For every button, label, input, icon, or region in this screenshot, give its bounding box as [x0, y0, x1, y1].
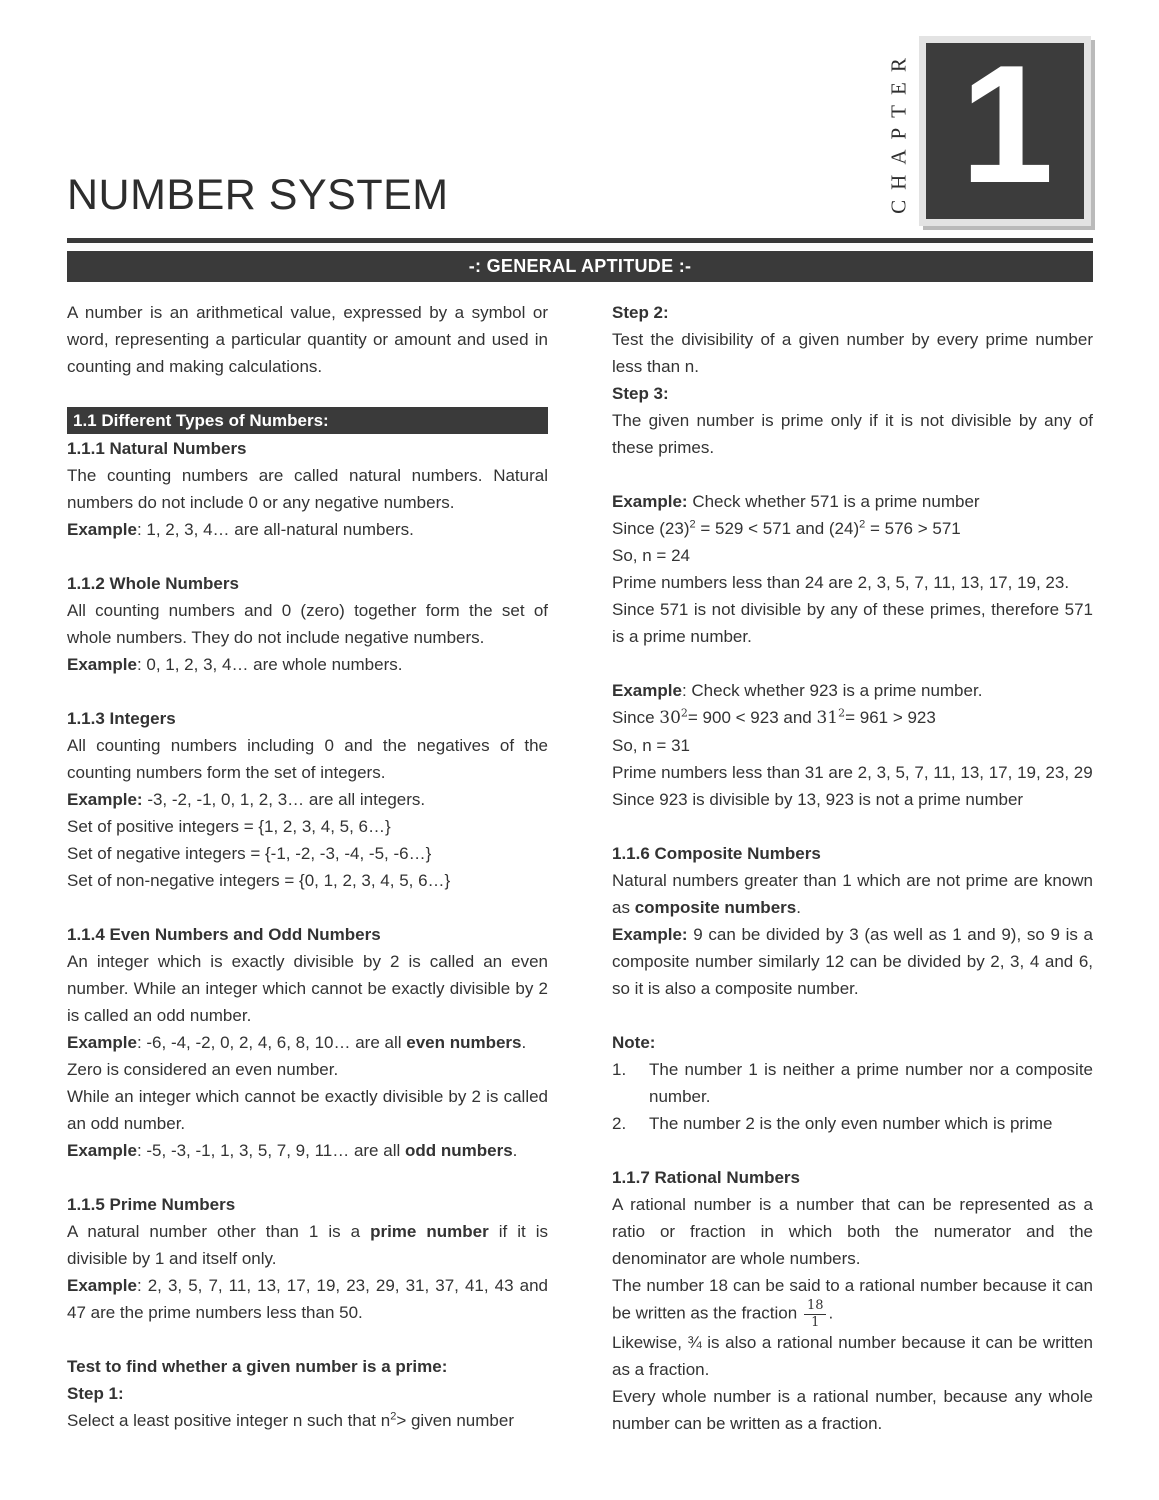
- text-run: 1.1.4 Even Numbers and Odd Numbers: [67, 925, 381, 944]
- chapter-label: CHAPTER: [886, 48, 911, 214]
- paragraph: [67, 516, 548, 543]
- subsection-heading: [67, 435, 548, 462]
- text-run: All counting numbers and 0 (zero) together form the set of whole numbers. They do not include negative numbers.: [67, 601, 548, 647]
- text-run: 1.1.3 Integers: [67, 709, 176, 728]
- text-run: 1.1.7 Rational Numbers: [612, 1168, 801, 1187]
- text-run: > given number: [396, 1411, 514, 1430]
- text-run: .: [796, 898, 801, 917]
- text-run: Example: [67, 1276, 137, 1295]
- text-run: Likewise, ¾ is also a rational number because it can be written as a fraction.: [612, 1333, 1093, 1380]
- text-run: Test the divisibility of a given number by every prime number less than n.: [612, 330, 1093, 376]
- section-heading-bar: [67, 407, 548, 434]
- text-run: Natural numbers greater than 1 which are not prime are known as: [612, 871, 1093, 917]
- paragraph: [612, 704, 1093, 732]
- paragraph: [612, 1329, 1093, 1383]
- text-run: : Check whether 923 is a prime number.: [681, 681, 983, 700]
- text-run: Test to find whether a given number is a prime:: [67, 1357, 448, 1376]
- note-list-item: [612, 1056, 1093, 1110]
- text-run: All counting numbers including 0 and the negatives of the counting numbers form the set of integers.: [67, 736, 548, 782]
- subsection-heading: [67, 1380, 548, 1407]
- vertical-gap: [67, 894, 548, 921]
- text-run: .: [512, 1141, 518, 1160]
- text-run: Select a least positive integer n such that n: [67, 1411, 391, 1430]
- vertical-gap: [612, 650, 1093, 677]
- text-run: So, n = 31: [612, 736, 690, 755]
- paragraph: [612, 1383, 1093, 1437]
- paragraph: [612, 921, 1093, 1002]
- paragraph: [612, 407, 1093, 461]
- paragraph: [612, 326, 1093, 380]
- text-run: Example: [67, 655, 137, 674]
- vertical-gap: [67, 543, 548, 570]
- text-run: : -5, -3, -1, 1, 3, 5, 7, 9, 11… are all: [136, 1141, 405, 1160]
- fraction-numerator: 18: [804, 1299, 827, 1315]
- subsection-heading: [67, 1353, 548, 1380]
- paragraph: [67, 948, 548, 1029]
- paragraph: [67, 462, 548, 516]
- paragraph: [612, 569, 1093, 596]
- left-column: [67, 299, 548, 1437]
- text-run: = 961 > 923: [845, 708, 936, 727]
- vertical-gap: [67, 1326, 548, 1353]
- text-run: 1.1.2 Whole Numbers: [67, 574, 239, 593]
- vertical-gap: [612, 1137, 1093, 1164]
- vertical-gap: [612, 1002, 1093, 1029]
- text-run: .: [521, 1033, 527, 1052]
- text-run: Prime numbers less than 24 are 2, 3, 5, 7, 11, 13, 17, 19, 23.: [612, 573, 1070, 592]
- text-run: An integer which is exactly divisible by 2 is called an even number. While an integer which cannot be exactly divisible by 2 is called an odd number.: [67, 952, 548, 1025]
- text-run: Since 923 is divisible by 13, 923 is not a prime number: [612, 790, 1024, 809]
- text-run: So, n = 24: [612, 546, 690, 565]
- text-run: The counting numbers are called natural numbers. Natural numbers do not include 0 or any negative numbers.: [67, 466, 548, 512]
- text-run: = 900 < 923 and: [687, 708, 817, 727]
- subsection-heading: [67, 570, 548, 597]
- text-run: Example: [612, 681, 682, 700]
- text-run: : -6, -4, -2, 0, 2, 4, 6, 8, 10… are all: [136, 1033, 407, 1052]
- text-run: : 1, 2, 3, 4… are all-natural numbers.: [136, 520, 414, 539]
- text-run: Set of negative integers = {-1, -2, -3, -4, -5, -6…}: [67, 844, 432, 863]
- paragraph: [67, 813, 548, 840]
- text-run: 2: [859, 518, 866, 531]
- text-run: A number is an arithmetical value, expressed by a symbol or word, representing a particular quantity or amount and used in counting and making calculations.: [67, 303, 548, 376]
- subsection-heading: [612, 1029, 1093, 1056]
- text-run: Set of non-negative integers = {0, 1, 2, 3, 4, 5, 6…}: [67, 871, 451, 890]
- paragraph: [612, 596, 1093, 650]
- text-run: Step 3:: [612, 384, 669, 403]
- text-run: if it is divisible by 1 and itself only.: [67, 1222, 549, 1268]
- text-run: composite numbers: [634, 898, 797, 917]
- text-run: Example:: [612, 925, 688, 944]
- subsection-heading: [612, 1164, 1093, 1191]
- text-run: 2: [689, 518, 696, 531]
- inline-fraction: [802, 1299, 829, 1329]
- text-run: Every whole number is a rational number, because any whole number can be written as a fraction.: [612, 1387, 1093, 1434]
- text-run: odd numbers: [404, 1141, 513, 1160]
- paragraph: [612, 488, 1093, 515]
- paragraph: [612, 515, 1093, 542]
- paragraph: [67, 732, 548, 786]
- chapter-number: 1: [960, 30, 1050, 218]
- text-run: The number 2 is the only even number which is prime: [649, 1114, 1053, 1133]
- vertical-gap: [67, 1164, 548, 1191]
- text-run: -3, -2, -1, 0, 1, 2, 3… are all integers.: [142, 790, 426, 809]
- text-run: : 2, 3, 5, 7, 11, 13, 17, 19, 23, 29, 31, 37, 41, 43 and 47 are the prime numbers less than 50.: [67, 1276, 548, 1322]
- subsection-heading: [67, 705, 548, 732]
- paragraph: [67, 1083, 548, 1137]
- text-run: 30: [659, 708, 681, 728]
- general-aptitude-banner: -: GENERAL APTITUDE :-: [67, 251, 1093, 282]
- text-run: Prime numbers less than 31 are 2, 3, 5, 7, 11, 13, 17, 19, 23, 29: [612, 763, 1093, 782]
- list-number: 1.: [612, 1060, 627, 1079]
- paragraph: [612, 732, 1093, 759]
- paragraph: [67, 840, 548, 867]
- subsection-heading: [67, 921, 548, 948]
- list-number: 2.: [612, 1114, 627, 1133]
- text-run: 1.1.1 Natural Numbers: [67, 439, 247, 458]
- paragraph: [67, 1137, 548, 1164]
- text-run: 2: [838, 706, 846, 720]
- text-run: Since 571 is not divisible by any of these primes, therefore 571 is a prime number.: [612, 600, 1093, 646]
- page-title: NUMBER SYSTEM: [67, 171, 449, 219]
- right-column: [612, 299, 1093, 1437]
- text-run: Example: [67, 1141, 137, 1160]
- text-run: Example: [67, 520, 137, 539]
- text-run: Example:: [612, 492, 688, 511]
- text-run: 1.1 Different Types of Numbers:: [73, 411, 329, 430]
- paragraph: [67, 299, 548, 380]
- vertical-gap: [612, 461, 1093, 488]
- page-header: [67, 0, 1093, 238]
- text-run: While an integer which cannot be exactly divisible by 2 is called an odd number.: [67, 1087, 548, 1133]
- paragraph: [612, 1191, 1093, 1272]
- text-run: A natural number other than 1 is a: [67, 1222, 371, 1241]
- paragraph: [612, 677, 1093, 704]
- horizontal-rule: [67, 238, 1093, 243]
- subsection-heading: [612, 299, 1093, 326]
- text-run: : 0, 1, 2, 3, 4… are whole numbers.: [136, 655, 403, 674]
- paragraph: [67, 1407, 548, 1434]
- text-run: = 576 > 571: [865, 519, 961, 538]
- chapter-badge: [879, 30, 1091, 226]
- text-run: 9 can be divided by 3 (as well as 1 and 9), so 9 is a composite number similarly 12 can be divided by 2, 3, 4 and 6, so it is also a composite number.: [612, 925, 1093, 998]
- paragraph: [612, 759, 1093, 786]
- list-item-text: [649, 1110, 1093, 1137]
- note-list: [612, 1056, 1093, 1137]
- text-run: even numbers: [406, 1033, 522, 1052]
- text-run: 2: [680, 706, 688, 720]
- text-run: 1.1.5 Prime Numbers: [67, 1195, 236, 1214]
- text-run: 2: [390, 1410, 397, 1423]
- chapter-label-wrap: [879, 36, 919, 226]
- text-run: = 529 < 571 and (24): [695, 519, 860, 538]
- paragraph: [67, 1029, 548, 1056]
- paragraph: [67, 786, 548, 813]
- text-run: Note:: [612, 1033, 656, 1052]
- paragraph: [67, 1272, 548, 1326]
- text-run: The number 1 is neither a prime number nor a composite number.: [649, 1060, 1093, 1106]
- text-run: Step 2:: [612, 303, 669, 322]
- subsection-heading: [67, 1191, 548, 1218]
- paragraph: [612, 542, 1093, 569]
- paragraph: [67, 867, 548, 894]
- text-run: 1.1.6 Composite Numbers: [612, 844, 821, 863]
- paragraph: [67, 1056, 548, 1083]
- text-run: Step 1:: [67, 1384, 124, 1403]
- text-run: Since (23): [612, 519, 690, 538]
- vertical-gap: [612, 813, 1093, 840]
- list-item-text: [649, 1056, 1093, 1110]
- chapter-number-box: [919, 30, 1091, 226]
- vertical-gap: [67, 380, 548, 407]
- text-run: Example: [67, 1033, 137, 1052]
- text-run: .: [828, 1303, 834, 1323]
- subsection-heading: [612, 380, 1093, 407]
- text-run: Example:: [67, 790, 143, 809]
- text-run: A rational number is a number that can be represented as a ratio or fraction in which both the numerator and the denominator are whole numbers.: [612, 1195, 1093, 1268]
- text-run: The given number is prime only if it is not divisible by any of these primes.: [612, 411, 1093, 457]
- paragraph: [612, 867, 1093, 921]
- vertical-gap: [67, 678, 548, 705]
- text-run: prime number: [370, 1222, 489, 1241]
- text-run: Set of positive integers = {1, 2, 3, 4, 5, 6…}: [67, 817, 391, 836]
- text-run: Zero is considered an even number.: [67, 1060, 339, 1079]
- fraction-denominator: 1: [811, 1314, 820, 1330]
- text-run: Since: [612, 708, 660, 727]
- two-column-body: [67, 299, 1093, 1437]
- paragraph: [612, 1272, 1093, 1329]
- paragraph: [67, 1218, 548, 1272]
- paragraph: [67, 597, 548, 651]
- subsection-heading: [612, 840, 1093, 867]
- note-list-item: [612, 1110, 1093, 1137]
- paragraph: [612, 786, 1093, 813]
- paragraph: [67, 651, 548, 678]
- text-run: 31: [816, 708, 839, 728]
- text-run: The number 18 can be said to a rational number because it can be written as the fraction: [612, 1276, 1093, 1323]
- text-run: Check whether 571 is a prime number: [687, 492, 980, 511]
